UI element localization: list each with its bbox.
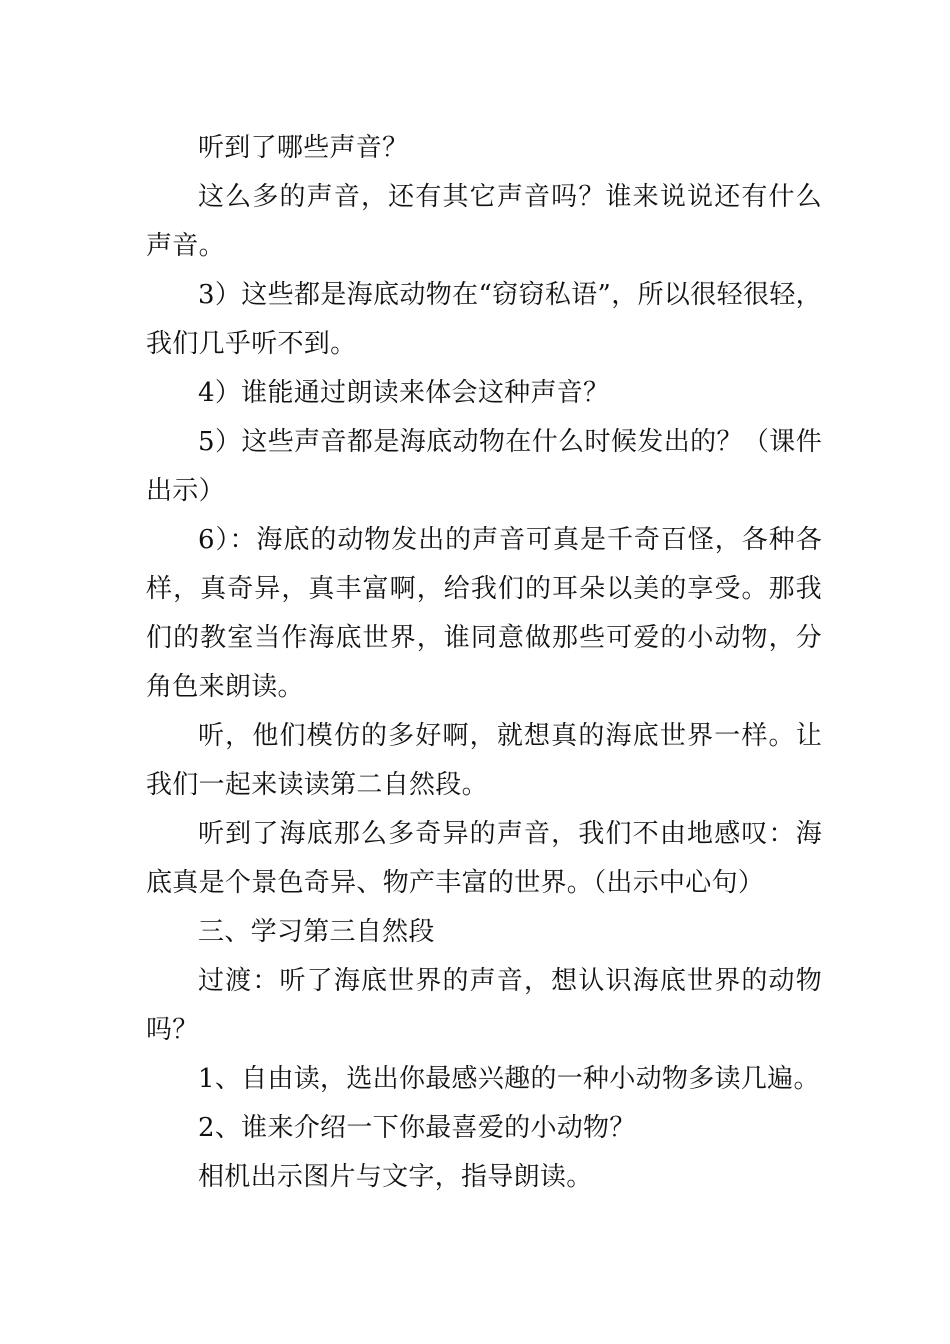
section-heading: 三、学习第三自然段	[198, 917, 435, 947]
paragraph: 相机出示图片与文字，指导朗读。	[198, 1162, 593, 1192]
paragraph: 4）谁能通过朗读来体会这种声音？	[198, 378, 610, 408]
paragraph: 3）这些都是海底动物在“窃窃私语”，所以很轻很轻，我们几乎听不到。	[146, 280, 822, 359]
paragraph: 听到了哪些声音？	[198, 133, 409, 163]
paragraph: 过渡：听了海底世界的声音，想认识海底世界的动物吗？	[146, 966, 822, 1045]
paragraph: 5）这些声音都是海底动物在什么时候发出的？（课件出示）	[146, 427, 822, 506]
paragraph: 2、谁来介绍一下你最喜爱的小动物？	[198, 1113, 636, 1143]
paragraph: 听，他们模仿的多好啊，就想真的海底世界一样。让我们一起来读读第二自然段。	[146, 721, 822, 800]
paragraph: 1、自由读，选出你最感兴趣的一种小动物多读几遍。	[198, 1064, 820, 1094]
paragraph: 6）：海底的动物发出的声音可真是千奇百怪，各种各样，真奇异，真丰富啊，给我们的耳朵以美的享受。那我们的教室当作海底世界，谁同意做那些可爱的小动物，分角色来朗读。	[146, 525, 822, 702]
paragraph: 这么多的声音，还有其它声音吗？谁来说说还有什么声音。	[146, 182, 822, 261]
paragraph: 听到了海底那么多奇异的声音，我们不由地感叹：海底真是个景色奇异、物产丰富的世界。（出示中心句）	[146, 819, 822, 898]
document-body	[146, 124, 822, 1202]
